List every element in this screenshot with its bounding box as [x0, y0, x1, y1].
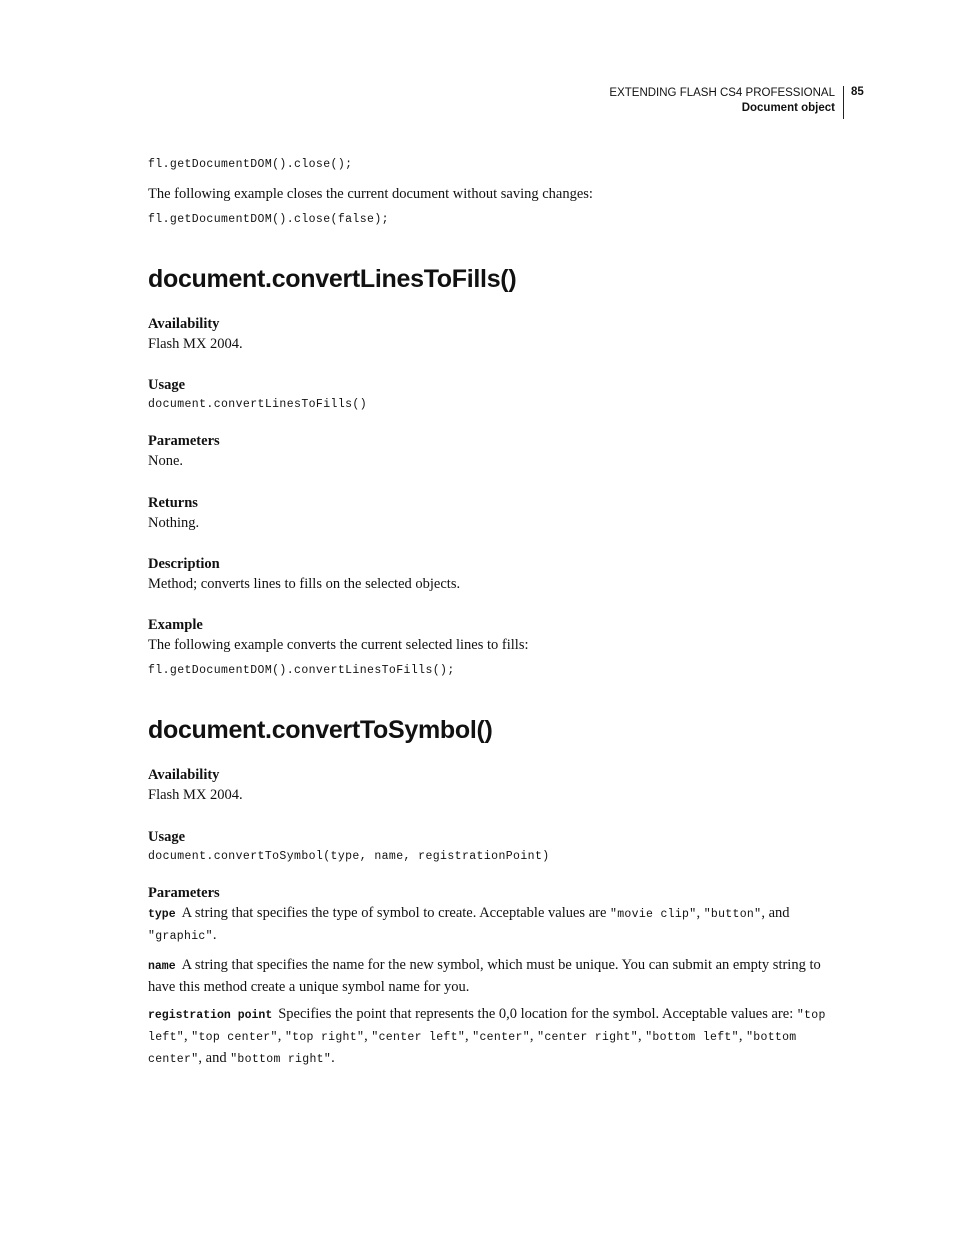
separator: , [277, 1028, 285, 1044]
period: . [331, 1050, 335, 1066]
usage-label: Usage [148, 377, 186, 393]
intro-text: The following example closes the current document without saving changes: [148, 186, 593, 202]
value-center: "center" [472, 1031, 530, 1044]
parameters-label: Parameters [148, 885, 220, 901]
example-text: The following example converts the current selected lines to fills: [148, 637, 529, 653]
value-center-left: "center left" [371, 1031, 466, 1044]
separator: , [637, 1028, 646, 1044]
value-top-right: "top right" [284, 1031, 365, 1044]
header-title: EXTENDING FLASH CS4 PROFESSIONAL [609, 87, 835, 99]
param-description: Specifies the point that represents the 0,0 location for the symbol. Acceptable values are: [278, 1006, 797, 1022]
parameters-label: Parameters [148, 433, 220, 449]
availability-value: Flash MX 2004. [148, 336, 243, 352]
param-name: name [148, 960, 176, 973]
page-number: 85 [851, 86, 864, 98]
param-description: A string that specifies the name for the new symbol, which must be unique. You can submit an empty string to have this method create a unique symbol name for you. [148, 957, 821, 995]
param-registration-point [148, 1004, 838, 1070]
param-type [148, 903, 838, 947]
value-bottom-center: "bottom center" [148, 1031, 797, 1066]
value-bottom-left: "bottom left" [645, 1031, 739, 1044]
parameters-value: None. [148, 453, 184, 469]
availability-label: Availability [148, 316, 220, 332]
separator: , [184, 1028, 192, 1044]
value-movie-clip: "movie clip" [610, 908, 697, 921]
separator: , and [198, 1050, 231, 1066]
code-close: fl.getDocumentDOM().close(); [148, 158, 353, 171]
value-top-center: "top center" [191, 1031, 278, 1044]
returns-label: Returns [148, 495, 198, 511]
availability-value: Flash MX 2004. [148, 787, 243, 803]
value-button: "button" [703, 908, 762, 921]
separator: , [696, 905, 704, 921]
availability-label: Availability [148, 767, 220, 783]
usage-code: document.convertLinesToFills() [148, 398, 368, 411]
period: . [212, 927, 217, 943]
usage-code: document.convertToSymbol(type, name, registrationPoint) [148, 850, 550, 863]
value-graphic: "graphic" [148, 930, 213, 943]
heading-convert-to-symbol: document.convertToSymbol() [148, 716, 493, 744]
header-subtitle: Document object [741, 102, 835, 114]
description-label: Description [148, 556, 220, 572]
separator: , [529, 1028, 538, 1044]
separator: , [465, 1028, 473, 1044]
separator: , [738, 1028, 747, 1044]
param-name: type [148, 908, 176, 921]
value-top-left: "top left" [148, 1009, 826, 1044]
param-name-entry [148, 955, 838, 997]
param-name: registration point [148, 1009, 273, 1022]
description-value: Method; converts lines to fills on the selected objects. [148, 576, 461, 592]
value-center-right: "center right" [537, 1031, 638, 1044]
separator: , and [761, 905, 790, 921]
heading-convert-lines-to-fills: document.convertLinesToFills() [148, 265, 517, 293]
page-content [148, 158, 838, 1070]
param-description: A string that specifies the type of symbol to create. Acceptable values are [181, 905, 611, 921]
returns-value: Nothing. [148, 515, 200, 531]
running-header [609, 86, 844, 119]
example-label: Example [148, 617, 203, 633]
value-bottom-right: "bottom right" [230, 1053, 332, 1066]
separator: , [364, 1028, 372, 1044]
example-code: fl.getDocumentDOM().convertLinesToFills(); [148, 664, 455, 677]
code-close-false: fl.getDocumentDOM().close(false); [148, 213, 389, 226]
usage-label: Usage [148, 829, 186, 845]
